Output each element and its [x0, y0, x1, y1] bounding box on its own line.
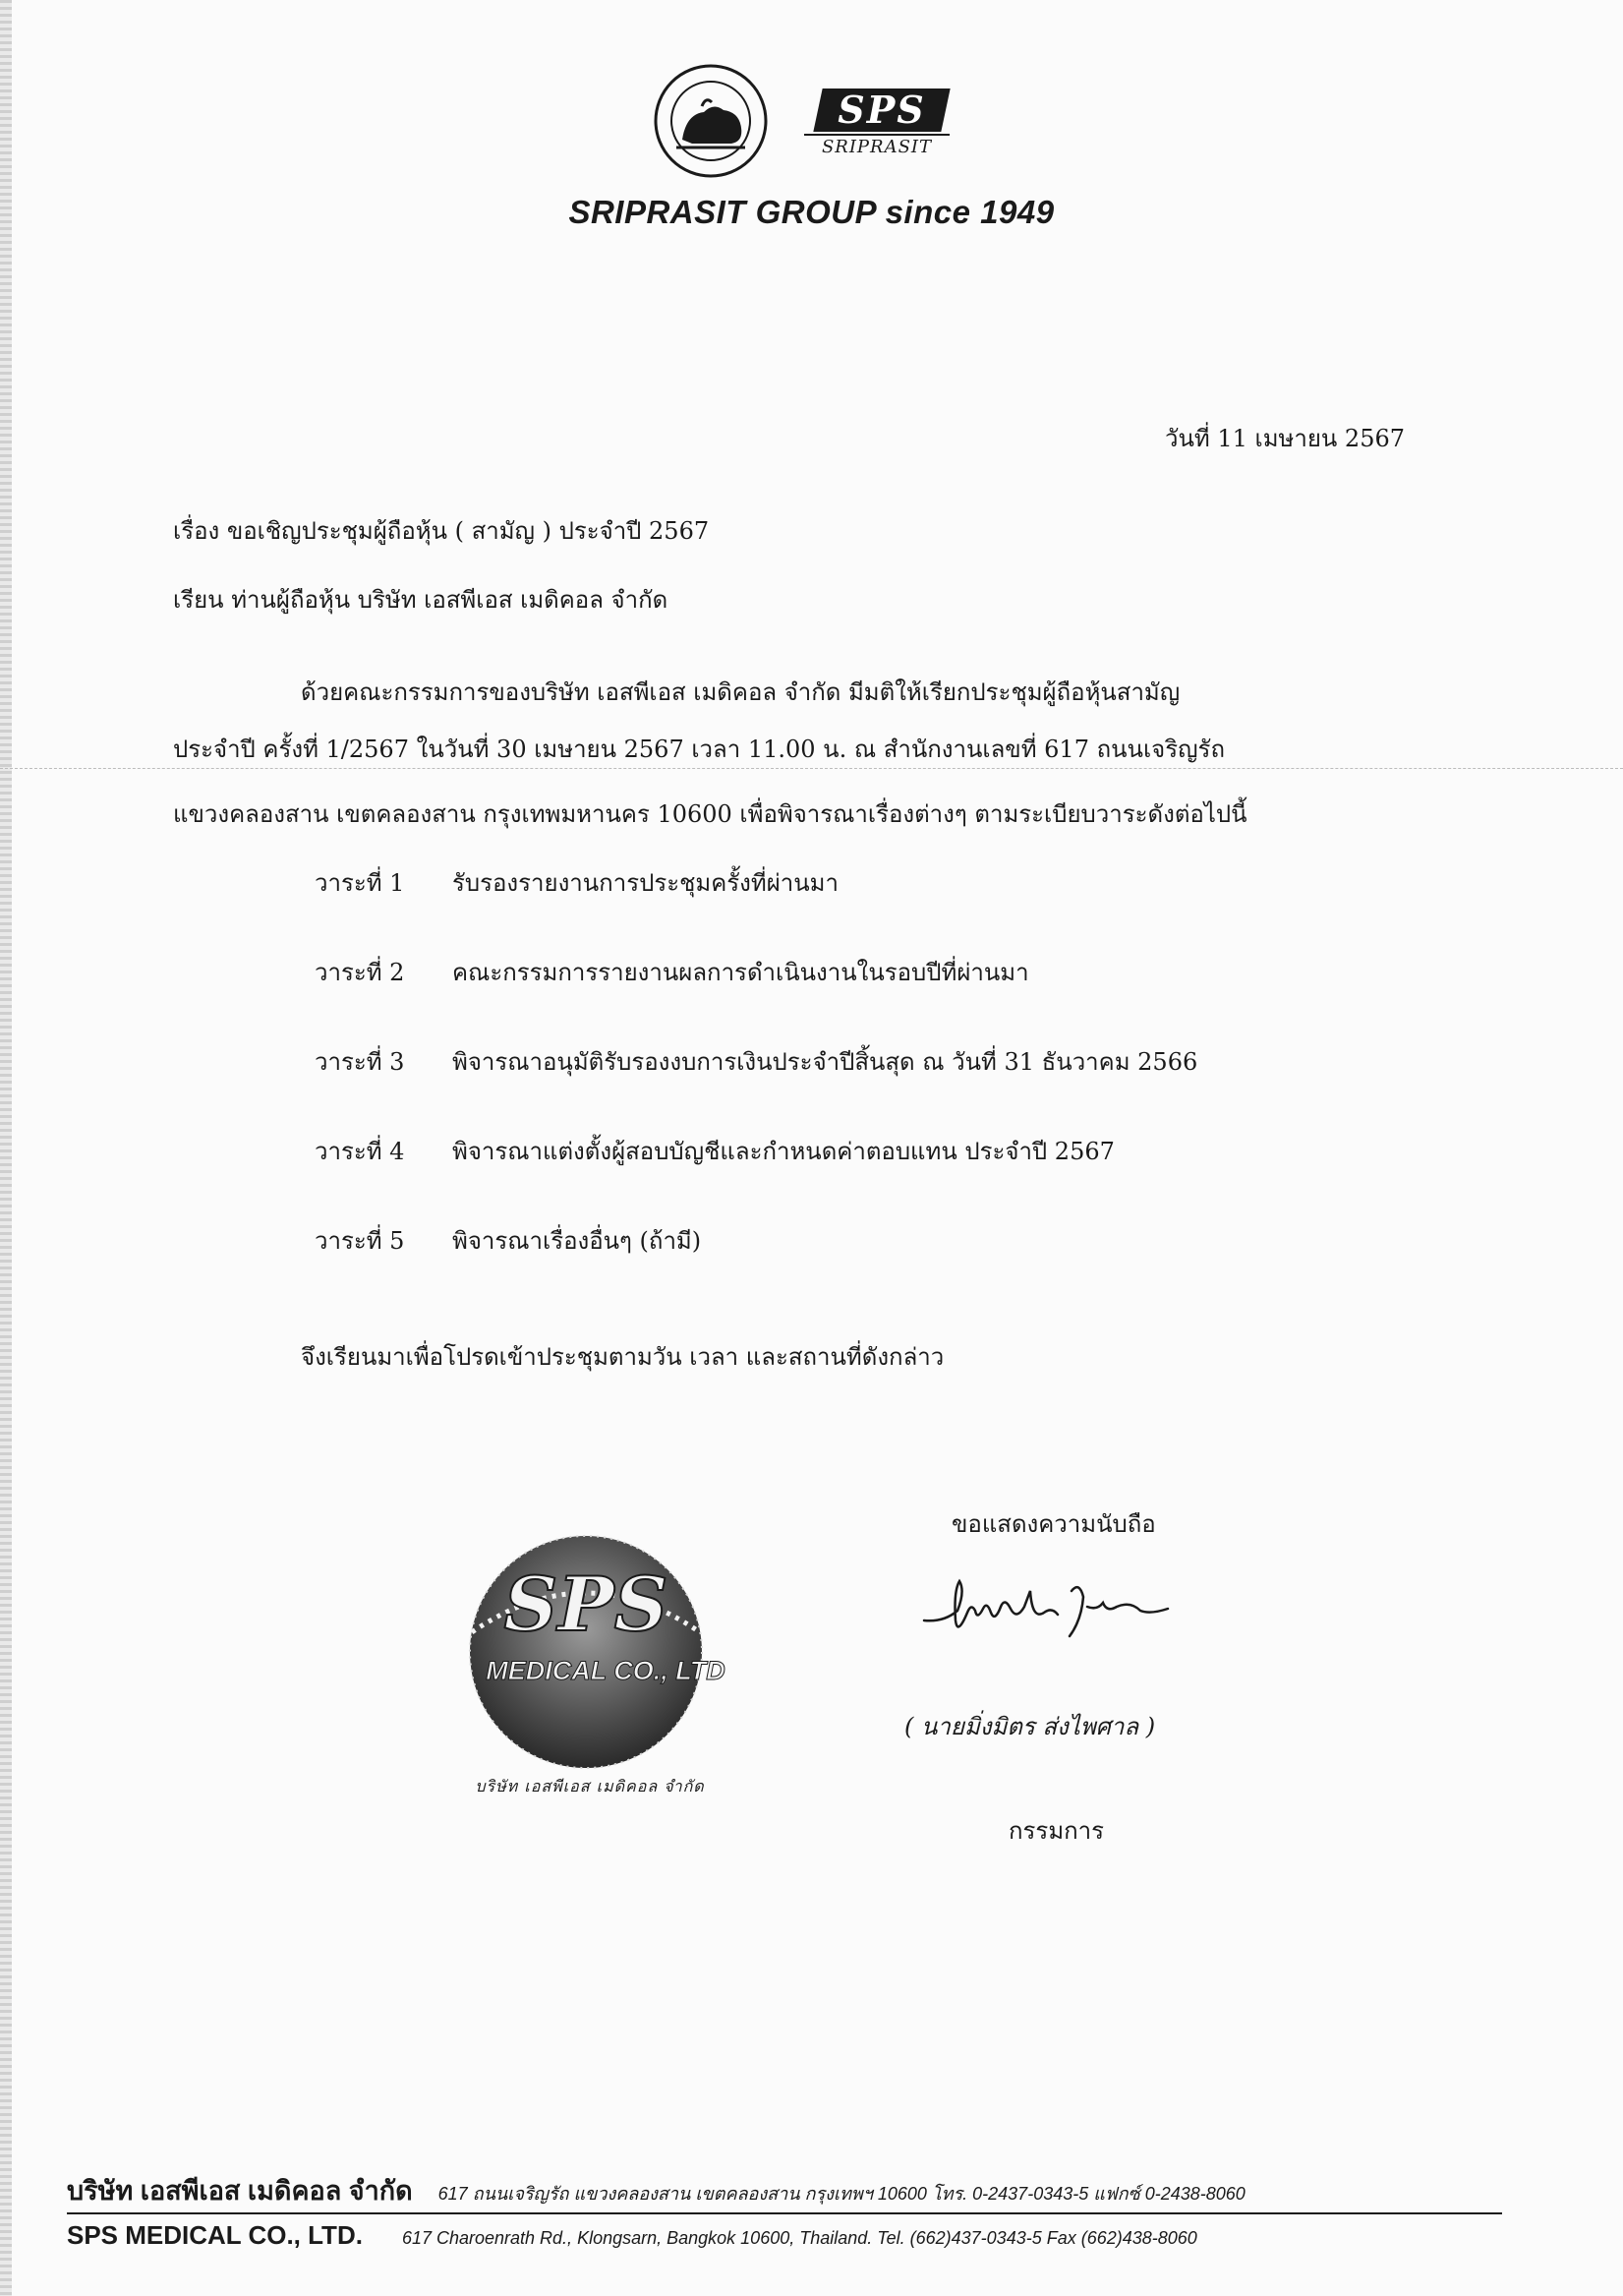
agenda-item — [315, 1136, 1197, 1225]
hippo-brand-logo — [653, 63, 769, 179]
letter-recipient: เรียน ท่านผู้ถือหุ้น บริษัท เอสพีเอส เมดิคอล จำกัด — [173, 586, 668, 614]
sps-logo-box — [813, 88, 950, 132]
letter-date: วันที่ 11 เมษายน 2567 — [1165, 425, 1405, 452]
seal-brand-text: SPS — [503, 1560, 668, 1648]
group-title: SRIPRASIT GROUP since 1949 — [568, 194, 1055, 230]
agenda-text: พิจารณาอนุมัติรับรองงบการเงินประจำปีสิ้นสุด ณ วันที่ 31 ธันวาคม 2566 — [452, 1048, 1198, 1076]
signer-name: ( นายมิ่งมิตร ส่งไพศาล ) — [904, 1713, 1156, 1740]
agenda-number: วาระที่ 1 — [315, 869, 405, 897]
agenda-item — [315, 1046, 1197, 1136]
footer-company-name-th: บริษัท เอสพีเอส เมดิคอล จำกัด — [67, 2176, 413, 2206]
agenda-item — [315, 1225, 1197, 1315]
body-line-2: ประจำปี ครั้งที่ 1/2567 ในวันที่ 30 เมษายน 2567 เวลา 11.00 น. ณ สำนักงานเลขที่ 617 ถนนเจริญรัถ — [173, 736, 1225, 763]
sriprasit-logo-text: SRIPRASIT — [804, 134, 950, 158]
agenda-text: พิจารณาแต่งตั้งผู้สอบบัญชีและกำหนดค่าตอบแทน ประจำปี 2567 — [452, 1138, 1115, 1165]
agenda-text: คณะกรรมการรายงานผลการดำเนินงานในรอบปีที่ผ่านมา — [452, 959, 1029, 986]
footer-address-th: 617 ถนนเจริญรัถ แขวงคลองสาน เขตคลองสาน กรุงเทพฯ 10600 โทร. 0-2437-0343-5 แฟกซ์ 0-2438-8060 — [437, 2184, 1246, 2204]
signer-position: กรรมการ — [1009, 1817, 1105, 1845]
agenda-number: วาระที่ 4 — [315, 1138, 405, 1165]
agenda-item — [315, 867, 1197, 957]
footer-thai — [67, 2173, 1502, 2214]
closing-line: จึงเรียนมาเพื่อโปรดเข้าประชุมตามวัน เวลา และสถานที่ดังกล่าว — [301, 1343, 945, 1371]
company-seal — [429, 1514, 743, 1809]
sps-logo-text: SPS — [838, 88, 926, 132]
seal-company-text: MEDICAL CO., LTD — [486, 1656, 725, 1685]
agenda-number: วาระที่ 5 — [315, 1227, 405, 1255]
letter-subject: เรื่อง ขอเชิญประชุมผู้ถือหุ้น ( สามัญ ) ประจำปี 2567 — [173, 517, 710, 545]
scan-edge — [0, 0, 12, 2296]
sps-sriprasit-logo — [804, 88, 950, 159]
body-line-1: ด้วยคณะกรรมการของบริษัท เอสพีเอส เมดิคอล จำกัด มีมติให้เรียกประชุมผู้ถือหุ้นสามัญ — [301, 678, 1181, 706]
scan-artifact-line — [0, 768, 1623, 769]
agenda-number: วาระที่ 3 — [315, 1048, 405, 1076]
footer-company-name-en: SPS MEDICAL CO., LTD. — [67, 2220, 363, 2250]
seal-caption: บริษัท เอสพีเอส เมดิคอล จำกัด — [475, 1777, 705, 1796]
agenda-number: วาระที่ 2 — [315, 959, 405, 986]
handwritten-signature — [914, 1552, 1229, 1660]
body-line-3: แขวงคลองสาน เขตคลองสาน กรุงเทพมหานคร 10600 เพื่อพิจารณาเรื่องต่างๆ ตามระเบียบวาระดังต่อไปนี้ — [173, 800, 1247, 828]
agenda-item — [315, 957, 1197, 1046]
agenda-text: พิจารณาเรื่องอื่นๆ (ถ้ามี) — [452, 1227, 702, 1255]
agenda-list — [315, 867, 1197, 1315]
footer-english — [67, 2218, 1502, 2254]
footer-address-en: 617 Charoenrath Rd., Klongsarn, Bangkok 10600, Thailand. Tel. (662)437-0343-5 Fax (662)438-8060 — [401, 2228, 1197, 2248]
agenda-text: รับรองรายงานการประชุมครั้งที่ผ่านมา — [452, 869, 839, 897]
regards: ขอแสดงความนับถือ — [952, 1510, 1156, 1538]
